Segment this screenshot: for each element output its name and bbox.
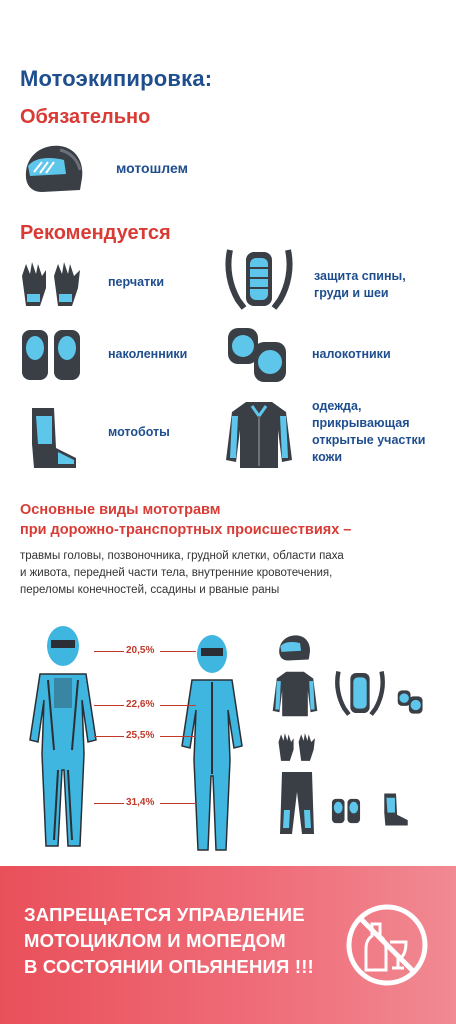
stat-legs: 31,4% xyxy=(126,797,155,808)
jacket-icon xyxy=(222,398,296,472)
pointer-line xyxy=(160,803,196,804)
elbow-pads-small-icon xyxy=(396,684,426,720)
required-heading: Обязательно xyxy=(20,106,151,128)
stat-head: 20,5% xyxy=(126,645,155,656)
pointer-line xyxy=(94,651,124,652)
elbow-pads-label: налокотники xyxy=(312,347,391,361)
helmet-small-icon xyxy=(276,632,312,664)
back-protector-small-icon xyxy=(334,666,386,720)
footer-warning: ЗАПРЕЩАЕТСЯ УПРАВЛЕНИЕ МОТОЦИКЛОМ И МОПЕДОМ В СОСТОЯНИИ ОПЬЯНЕНИЯ !!! xyxy=(24,904,314,977)
gloves-label: перчатки xyxy=(108,275,165,289)
moto-boots-icon xyxy=(24,404,84,474)
jacket-small-icon xyxy=(270,668,320,720)
moto-boots-label: мотоботы xyxy=(108,425,170,439)
knee-pads-small-icon xyxy=(330,794,362,828)
pointer-line xyxy=(94,803,124,804)
elbow-pads-icon xyxy=(224,324,294,386)
injuries-text: травмы головы, позвоночника, грудной клетки, области паха и живота, передней части тела, внутренние кровотечения, переломы конечностей, ссадины и рваные раны xyxy=(20,550,344,596)
jacket-label: одежда, прикрывающая открытые участки кожи xyxy=(312,399,426,464)
pointer-line xyxy=(160,651,196,652)
gloves-icon xyxy=(18,258,88,310)
stat-abdomen: 25,5% xyxy=(126,730,155,741)
back-protector-icon xyxy=(224,246,294,312)
knee-pads-icon xyxy=(18,326,84,384)
pointer-line xyxy=(160,705,196,706)
pants-small-icon xyxy=(276,770,318,836)
injuries-title: Основные виды мототравм при дорожно-транспортных происшествиях – xyxy=(20,502,352,538)
no-alcohol-icon xyxy=(344,902,430,988)
moto-boots-small-icon xyxy=(380,790,412,830)
page-title: Мотоэкипировка: xyxy=(20,66,213,91)
pointer-line xyxy=(94,736,124,737)
gloves-small-icon xyxy=(276,730,320,764)
recommended-heading: Рекомендуется xyxy=(20,222,171,244)
pointer-line xyxy=(160,736,196,737)
helmet-label: мотошлем xyxy=(116,160,188,176)
back-protector-label: защита спины, груди и шеи xyxy=(314,269,406,300)
helmet-icon xyxy=(20,140,86,198)
knee-pads-label: наколенники xyxy=(108,347,188,361)
side-figure xyxy=(172,630,252,856)
front-figure xyxy=(18,620,108,856)
stat-torso: 22,6% xyxy=(126,699,155,710)
pointer-line xyxy=(94,705,124,706)
